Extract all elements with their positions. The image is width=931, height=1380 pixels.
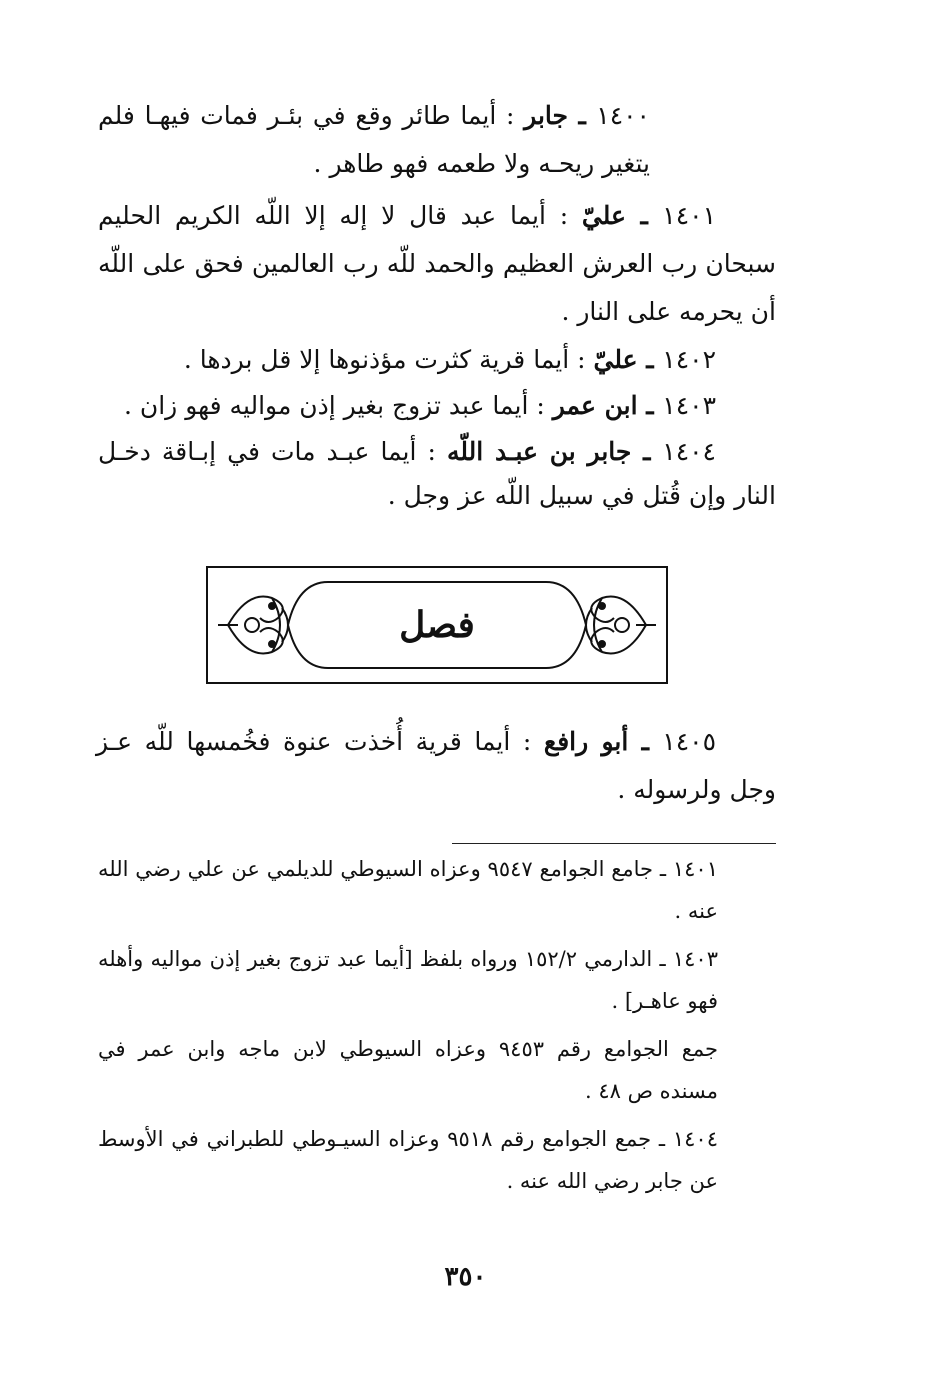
entry-narrator: أبو رافع [543, 727, 629, 756]
footnote-1403-cont: جمع الجوامع رقم ٩٤٥٣ وعزاه السيوطي لابن ماجه وابن عمر في مسنده ص ٤٨ . [98, 1037, 718, 1103]
footnotes [98, 848, 776, 1208]
hadith-entry-1402: ١٤٠٢ ـ عليّ : أيما قرية كثرت مؤذنوها إلا قل بردها . [183, 345, 716, 374]
entry-narrator: عليّ [593, 345, 638, 374]
hadith-entry-1401: ١٤٠١ ـ عليّ : أيما عبد قال لا إله إلا اللّه الكريم الحليم سبحان رب العرش العظيم والحمد للّه رب العالمين فحق على اللّه أن يحرمه على النار . [98, 201, 776, 326]
footnote-1404: ١٤٠٤ ـ جمع الجوامع رقم ٩٥١٨ وعزاه السيـوطي للطبراني في الأوسط عن جابر رضي الله عنه . [98, 1127, 718, 1193]
hadith-entry-1404: ١٤٠٤ ـ جابر بن عبـد اللّه : أيما عبـد مات في إبـاقة دخـل النار وإن قُتل في سبيل اللّه عز وجل . [98, 437, 776, 510]
hadith-entry-1405: ١٤٠٥ ـ أبو رافع : أيما قرية أُخذت عنوة فخُمسها للّه عـز وجل ولرسوله . [96, 727, 776, 804]
hadith-entry-1400: ١٤٠٠ ـ جابر : أيما طائر وقع في بئـر فمات فيهـا فلم يتغير ريحـه ولا طعمه فهو طاهر . [98, 101, 650, 178]
entry-number: ١٤٠٥ [662, 727, 716, 756]
main-text [98, 92, 776, 518]
entry-text: أيما عبد تزوج بغير إذن مواليه فهو زان . [123, 391, 529, 420]
entry-text: أيما قرية أُخذت عنوة فخُمسها للّه عـز وجل ولرسوله . [96, 727, 776, 804]
entry-text: أيما طائر وقع في بئـر فمات فيهـا فلم يتغير ريحـه ولا طعمه فهو طاهر . [98, 101, 650, 178]
entry-text: أيما عبـد مات في إبـاقة دخـل النار وإن قُتل في سبيل اللّه عز وجل . [98, 437, 776, 510]
section-title: فصل [399, 604, 475, 646]
entry-number: ١٤٠٤ [662, 437, 716, 466]
entry-text: أيما قرية كثرت مؤذنوها إلا قل بردها . [183, 345, 570, 374]
hadith-entry-1403: ١٤٠٣ ـ ابن عمر : أيما عبد تزوج بغير إذن مواليه فهو زان . [123, 391, 716, 420]
entry-number: ١٤٠٠ [596, 101, 650, 130]
section-heading-frame [206, 566, 668, 684]
entry-narrator: جابر [524, 101, 568, 130]
entry-narrator: عليّ [581, 201, 626, 230]
post-section-text [96, 718, 776, 814]
entry-narrator: ابن عمر [552, 391, 638, 420]
entry-number: ١٤٠١ [662, 201, 717, 230]
entry-number: ١٤٠٢ [662, 345, 716, 374]
footnote-1403: ١٤٠٣ ـ الدارمي ١٥٢/٢ ورواه بلفظ [أيما عبد تزوج بغير إذن مواليه وأهله فهو عاهـر] . [98, 947, 718, 1013]
footnote-divider [452, 843, 776, 844]
entry-number: ١٤٠٣ [662, 391, 716, 420]
page-number: ٣٥٠ [444, 1262, 487, 1292]
entry-text: أيما عبد قال لا إله إلا اللّه الكريم الحليم سبحان رب العرش العظيم والحمد للّه رب العالمين فحق على اللّه أن يحرمه على النار . [98, 201, 776, 326]
footnote-1401: ١٤٠١ ـ جامع الجوامع ٩٥٤٧ وعزاه السيوطي للديلمي عن علي رضي الله عنه . [98, 857, 718, 923]
entry-narrator: جابر بن عبـد اللّه [446, 437, 632, 466]
